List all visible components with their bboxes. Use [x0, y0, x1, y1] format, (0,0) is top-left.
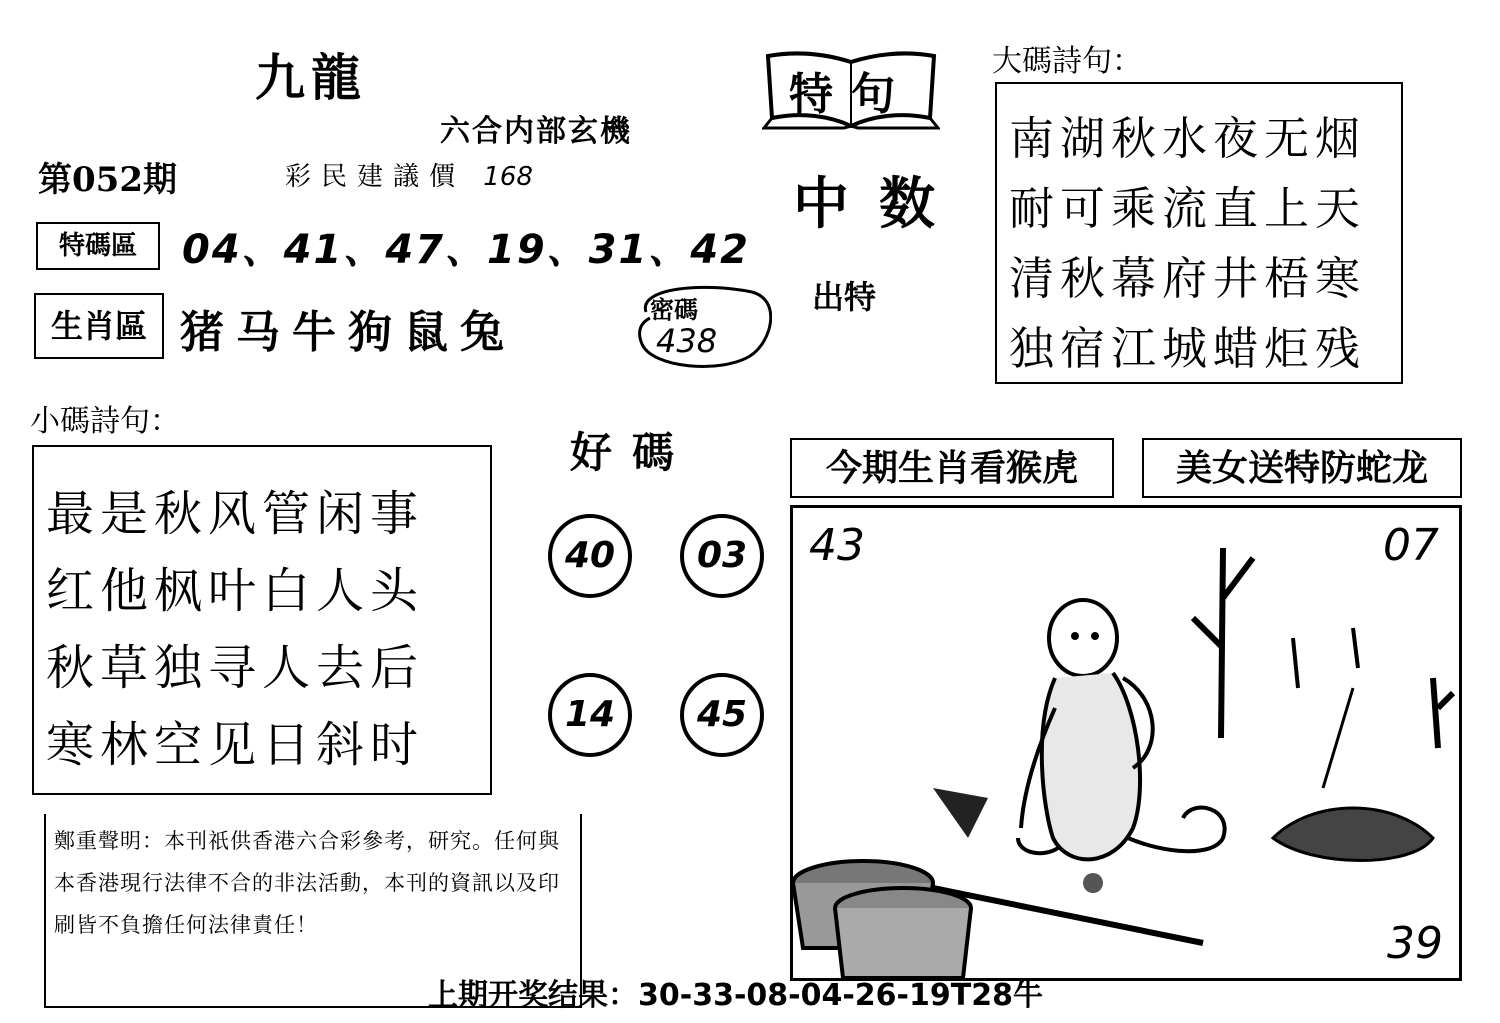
big-poem-line: 独宿江城蜡炬残 — [1009, 322, 1367, 375]
small-poem-line: 最是秋风管闲事 — [46, 486, 425, 542]
good-number-circle: 14 — [548, 673, 632, 757]
zodiac-zone-label: 生肖區 — [34, 293, 164, 359]
special-sentence-book — [762, 48, 940, 134]
monkey-drawing — [793, 508, 1459, 978]
suggested-price — [285, 156, 533, 193]
middle-number-label: 中数 — [793, 171, 965, 237]
corner-number-top-right: 07 — [1383, 520, 1439, 571]
good-numbers-label: 好碼 — [570, 428, 695, 477]
small-poem-box — [32, 445, 492, 795]
zodiac-phrase-2: 美女送特防蛇龙 — [1142, 438, 1462, 498]
small-poem-line: 红他枫叶白人头 — [46, 563, 425, 619]
special-zone-numbers: 04、41、47、19、31、42 — [182, 227, 750, 273]
zodiac-phrase-1: 今期生肖看猴虎 — [790, 438, 1114, 498]
big-poem-line: 南湖秋水夜无烟 — [1009, 112, 1367, 165]
out-special-label: 出特 — [812, 278, 877, 316]
secret-code-badge — [632, 282, 772, 368]
price-label: 彩民建議價 — [285, 162, 466, 192]
small-poem-caption: 小碼詩句： — [30, 404, 180, 439]
good-number-circle: 45 — [680, 673, 764, 757]
monkey-illustration — [790, 505, 1462, 981]
big-poem-line: 耐可乘流直上天 — [1009, 182, 1367, 235]
big-poem-box — [995, 82, 1403, 384]
secret-code-label: 密碼 — [650, 296, 698, 324]
good-number-circle: 40 — [548, 514, 632, 598]
price-value: 168 — [483, 162, 533, 192]
publication-title: 九龍 — [255, 48, 367, 107]
corner-number-bottom-right: 39 — [1387, 918, 1443, 969]
corner-number-top-left: 43 — [809, 520, 865, 571]
small-poem-line: 秋草独寻人去后 — [46, 640, 425, 696]
big-poem-line: 清秋幕府井梧寒 — [1009, 252, 1367, 305]
last-draw-result: 上期开奖结果：30-33-08-04-26-19T28牛 — [428, 978, 1043, 1013]
issue-number: 第052期 — [38, 160, 177, 200]
good-number-circle: 03 — [680, 514, 764, 598]
book-label: 特句 — [789, 69, 913, 120]
disclaimer-text: 鄭重聲明：本刊祇供香港六合彩參考，研究。任何與本香港現行法律不合的非法活動，本刊的資訊以及印刷皆不負擔任何法律責任！ — [54, 829, 560, 937]
small-poem-line: 寒林空见日斜时 — [46, 717, 425, 773]
big-poem-caption: 大碼詩句： — [992, 44, 1142, 79]
zodiac-zone-animals: 猪马牛狗鼠兔 — [180, 307, 516, 358]
special-zone-label: 特碼區 — [36, 222, 160, 270]
secret-code-value: 438 — [656, 322, 718, 360]
publication-subtitle: 六合内部玄機 — [440, 114, 632, 149]
